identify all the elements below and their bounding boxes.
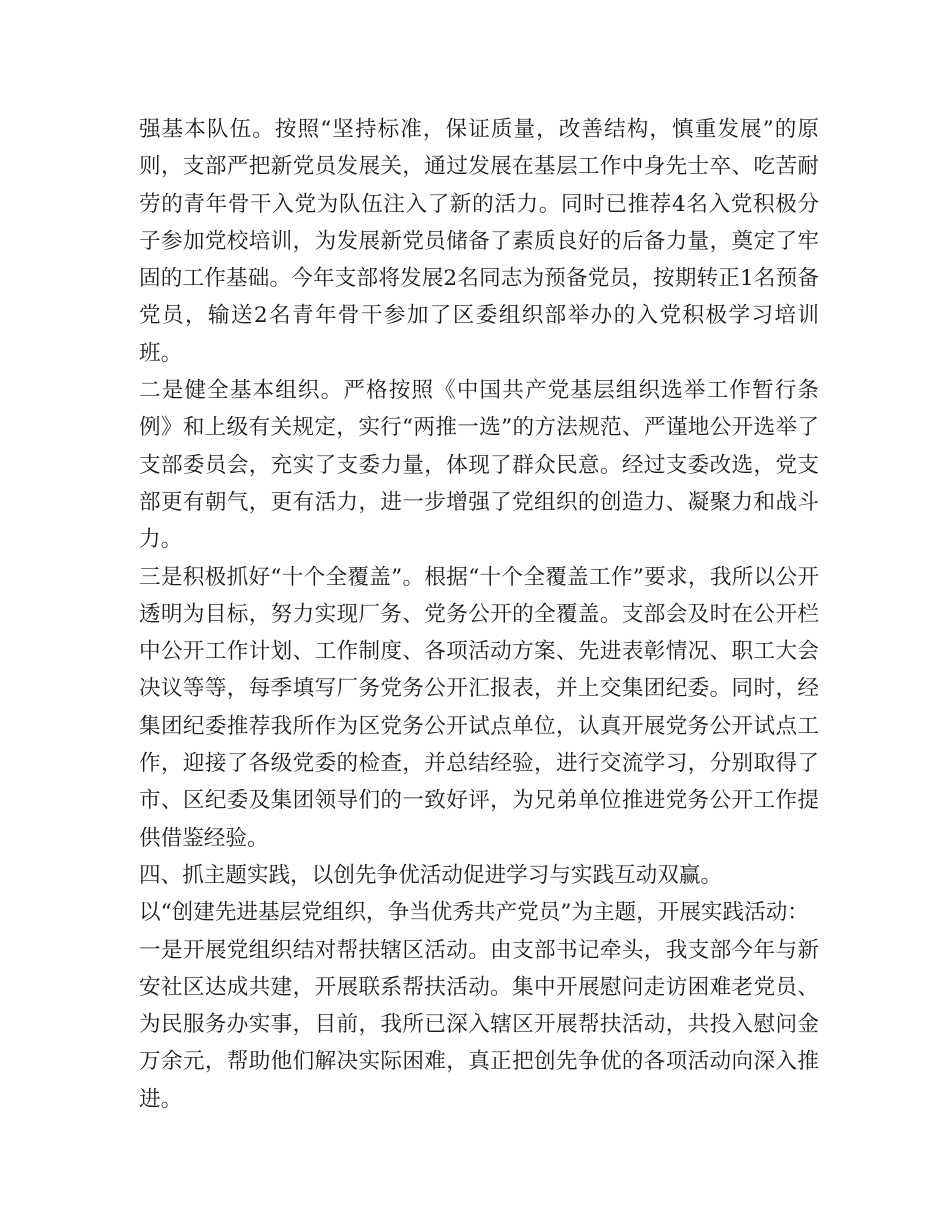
paragraph-basic-organization: 二是健全基本组织。严格按照《中国共产党基层组织选举工作暂行条例》和上级有关规定，实行“两推一选”的方法规范、严谨地公开选举了支部委员会，充实了支委力量，体现了群众民意。经过支委改选，党支部更有朝气，更有活力，进一步增强了党组织的创造力、凝聚力和战斗力。 xyxy=(139,378,819,553)
paragraph-ten-full-coverage: 三是积极抓好“十个全覆盖”。根据“十个全覆盖工作”要求，我所以公开透明为目标，努力实现厂务、党务公开的全覆盖。支部会及时在公开栏中公开工作计划、工作制度、各项活动方案、先进表彰情况、职工大会决议等等，每季填写厂务党务公开汇报表，并上交集团纪委。同时，经集团纪委推荐我所作为区党务公开试点单位，认真开展党务公开试点工作，迎接了各级党委的检查，并总结经验，进行交流学习，分别取得了市、区纪委及集团领导们的一致好评，为兄弟单位推进党务公开工作提供借鉴经验。 xyxy=(139,564,819,851)
document-body xyxy=(139,111,819,1118)
paragraph-community-assistance: 一是开展党组织结对帮扶辖区活动。由支部书记牵头，我支部今年与新安社区达成共建，开展联系帮扶活动。集中开展慰问走访困难老党员、为民服务办实事，目前，我所已深入辖区开展帮扶活动，共投入慰问金万余元，帮助他们解决实际困难，真正把创先争优的各项活动向深入推进。 xyxy=(139,937,819,1112)
section-heading-theme-practice: 四、抓主题实践，以创先争优活动促进学习与实践互动双赢。 xyxy=(139,862,723,888)
paragraph-theme-intro: 以“创建先进基层党组织，争当优秀共产党员”为主题，开展实践活动： xyxy=(139,900,809,926)
paragraph-party-development: 强基本队伍。按照“坚持标准，保证质量，改善结构，慎重发展”的原则，支部严把新党员发展关，通过发展在基层工作中身先士卒、吃苦耐劳的青年骨干入党为队伍注入了新的活力。同时已推荐4名入党积极分子参加党校培训，为发展新党员储备了素质良好的后备力量，奠定了牢固的工作基础。今年支部将发展2名同志为预备党员，按期转正1名预备党员，输送2名青年骨干参加了区委组织部举办的入党积极学习培训班。 xyxy=(139,117,819,366)
